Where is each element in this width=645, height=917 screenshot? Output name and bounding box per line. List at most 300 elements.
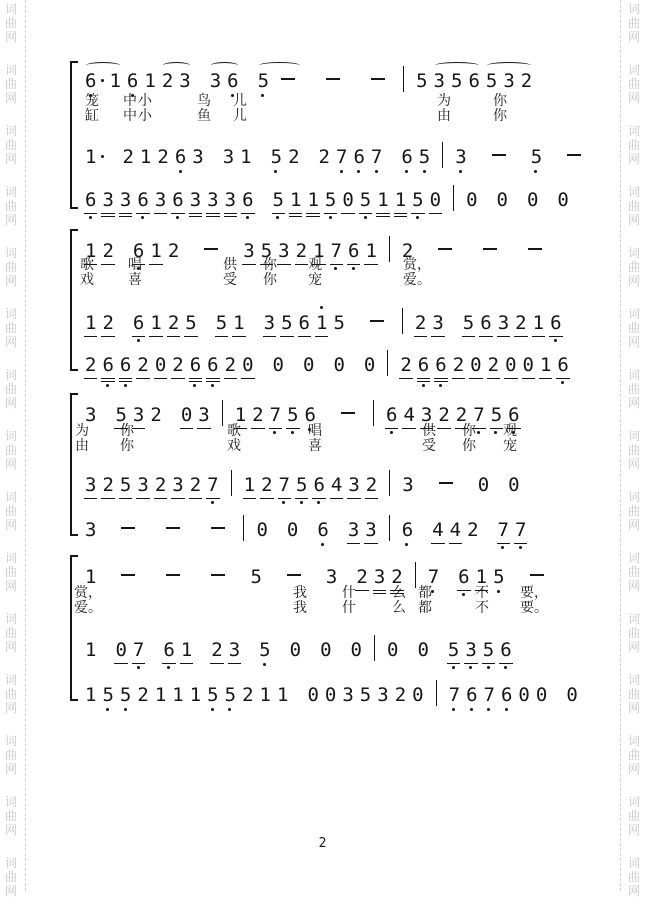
watermark-char: 词 [627,734,640,748]
note: 0 [523,354,534,376]
octave-dot-below [375,170,378,173]
watermark-char: 网 [627,884,640,898]
note: 1 [276,684,289,706]
underline [278,498,291,499]
underline [431,543,444,544]
underline [119,213,132,214]
underline [359,213,372,214]
note: 6 [458,566,469,588]
note: 6 [242,189,253,211]
watermark-char: 网 [627,518,640,532]
underline [539,378,552,379]
underline [84,498,97,499]
watermark-char: 词 [627,185,640,199]
note: 2 [366,474,377,496]
note: 3 [190,189,201,211]
underline [464,663,477,664]
note: 6 [127,70,138,92]
note: 6 [466,684,477,706]
note: 3 [325,566,338,588]
watermark-char: 曲 [4,199,17,213]
lyric-syllable: 你 [493,108,507,124]
note: 0 [535,684,548,706]
dash-continuation [211,527,225,529]
note: 5 [360,189,371,211]
watermark-char: 曲 [4,321,17,335]
note: 2 [122,146,134,168]
barline [389,515,390,541]
note: 0 [557,189,569,211]
note: 3 [421,404,432,426]
underline [154,378,167,379]
note: 0 [466,189,478,211]
melody-line [82,308,577,332]
note: 2 [225,354,236,376]
note: 5 [359,684,372,706]
octave-dot-below [167,666,170,669]
note: 0 [324,684,337,706]
octave-dot-below [137,339,140,342]
lyric-syllable: 都 [418,585,432,601]
note: 2 [488,354,499,376]
watermark-char: 词 [627,307,640,321]
watermark-char: 曲 [627,16,640,30]
underline [84,213,97,214]
underline [532,336,545,337]
watermark-char: 词 [627,2,640,16]
octave-dot-below [470,708,473,711]
watermark-char: 曲 [4,870,17,884]
watermark-char: 曲 [4,260,17,274]
note: 3 [229,639,240,661]
dash-continuation [567,154,581,156]
note: 0 [242,354,253,376]
underline [315,336,328,337]
watermark-char: 曲 [627,504,640,518]
note: 5 [483,639,494,661]
slur-arc [86,62,120,69]
dash-continuation [483,248,497,250]
watermark-char: 曲 [627,443,640,457]
underline [136,498,149,499]
note: 1 [150,240,161,262]
note: 2 [157,146,169,168]
note: 2 [167,240,180,262]
note: 6 [207,354,218,376]
octave-dot-below [321,543,324,546]
watermark-char: 网 [4,213,17,227]
melody-line [82,635,577,659]
melody-line [82,680,577,704]
underline [522,378,535,379]
lyric-syllable: 都 [418,600,432,616]
slur [207,70,242,92]
note: 2 [261,474,272,496]
slur-arc [435,62,479,69]
watermark-char: 词 [627,368,640,382]
melody-line [82,66,577,90]
note: 6 [313,474,324,496]
watermark-char: 网 [627,91,640,105]
note: 5 [450,70,463,92]
note: 2 [400,354,411,376]
lyric-syllable: 什 [342,585,356,601]
watermark-char: 曲 [627,199,640,213]
note: 3 [225,189,236,211]
note: 2 [515,312,526,334]
underline [365,498,378,499]
note: 7 [498,519,509,541]
underline [272,213,285,214]
underline [504,378,517,379]
watermark-char: 曲 [4,748,17,762]
lyric-syllable: 为 [75,423,89,439]
dash-continuation [438,248,452,250]
lyric-syllable: 儿 [233,108,247,124]
watermark-char: 词 [4,368,17,382]
note: 1 [109,70,121,92]
watermark-char: 曲 [627,687,640,701]
watermark-char: 词 [4,429,17,443]
melody-line [82,142,577,166]
note: 2 [211,639,222,661]
dash-continuation [370,320,384,322]
octave-dot-below [422,384,425,387]
underline [330,498,343,499]
underline [228,663,241,664]
watermark-char: 曲 [627,870,640,884]
octave-dot-below [282,501,285,504]
note: 6 [85,70,96,92]
watermark-char: 曲 [627,565,640,579]
note: 5 [485,70,498,92]
underline [312,498,325,499]
octave-dot-below [89,216,92,219]
note: 3 [365,519,376,541]
note: 7 [270,404,281,426]
watermark-char: 词 [4,307,17,321]
lyric-syllable: 供 [223,257,237,273]
underline [298,336,311,337]
augmentation-dot [101,79,104,82]
underline [241,213,254,214]
watermark-char: 词 [627,429,640,443]
note: 3 [222,146,235,168]
watermark-char: 曲 [4,626,17,640]
slur [82,70,124,92]
note: 5 [296,474,307,496]
note: 3 [155,189,166,211]
underline [206,213,219,214]
note: 5 [333,312,345,334]
dash-continuation [281,78,295,80]
note: 3 [433,70,445,92]
watermark-char: 网 [4,579,17,593]
dash-continuation [439,482,453,484]
underline [260,498,273,499]
note: 5 [281,312,292,334]
note: 6 [348,240,359,262]
note: 1 [259,684,271,706]
underline [263,336,276,337]
underline-2 [289,216,302,217]
note: 6 [508,404,519,426]
note: 2 [150,404,162,426]
underline [324,213,337,214]
underline [347,498,360,499]
slur [483,70,535,92]
note: 5 [419,146,430,168]
note: 3 [465,639,476,661]
note: 3 [402,474,414,496]
underline [347,543,360,544]
underline [497,336,510,337]
note: 0 [526,189,539,211]
note: 3 [498,312,509,334]
lyric-syllable: 我 [293,585,307,601]
note: 1 [85,146,96,168]
note: 6 [557,354,568,376]
watermark-char: 网 [4,457,17,471]
lyric-syllable: 么 [392,600,406,616]
watermark-char: 曲 [627,138,640,152]
dash-continuation [166,527,180,529]
underline [452,378,465,379]
note: 2 [102,312,113,334]
note: 1 [235,404,246,426]
octave-dot-below [554,339,557,342]
note: 1 [85,684,97,706]
underline [449,543,462,544]
note: 5 [325,189,336,211]
lyric-syllable: 你 [493,93,507,109]
note: 6 [305,404,316,426]
watermark-char: 曲 [627,321,640,335]
note: 4 [450,519,461,541]
underline [184,336,197,337]
slur-arc [259,62,300,69]
octave-dot-below [317,501,320,504]
underline [241,378,254,379]
note: 2 [102,474,113,496]
watermark-char: 曲 [4,138,17,152]
lyric-syllable: 不 [475,600,489,616]
note: 1 [139,146,152,168]
underline [84,336,97,337]
note: 1 [150,312,161,334]
dash-continuation [528,248,542,250]
note: 0 [518,684,530,706]
note: 6 [299,312,310,334]
note: 6 [102,354,113,376]
note: 6 [133,240,144,262]
note: 0 [505,354,516,376]
watermark-char: 曲 [4,382,17,396]
note: 7 [336,146,347,168]
underline [243,498,256,499]
note: 1 [85,639,97,661]
note: 6 [163,639,174,661]
underline [136,378,149,379]
octave-dot-below [505,708,508,711]
lyrics-line [72,600,577,617]
note: 5 [448,639,459,661]
underline [149,336,162,337]
watermark-char: 词 [4,856,17,870]
slur [431,70,483,92]
barline [243,515,244,541]
watermark-char: 网 [4,701,17,715]
octave-dot-below [137,666,140,669]
note: 3 [348,519,359,541]
watermark-char: 网 [627,213,640,227]
underline [414,336,427,337]
dash-continuation [371,78,385,80]
underline [431,336,444,337]
underline-2 [206,381,219,382]
underline [210,663,223,664]
note: 5 [250,566,262,588]
note: 0 [289,639,302,661]
octave-dot-below [423,170,426,173]
barline [436,680,437,706]
note: 5 [412,189,423,211]
watermark-char: 曲 [627,382,640,396]
note: 6 [317,519,328,541]
note: 1 [395,189,406,211]
lyric-syllable: 要。 [520,600,548,616]
lyric-syllable: 喜 [308,438,322,454]
lyric-syllable: 鱼 [197,108,211,124]
watermark-char: 词 [4,612,17,626]
note: 3 [102,189,113,211]
octave-dot-below [459,170,462,173]
note: 0 [496,189,508,211]
underline [497,543,510,544]
watermark-char: 网 [627,396,640,410]
underline-2 [189,216,202,217]
note: 1 [144,70,156,92]
note: 2 [415,312,426,334]
note: 3 [120,189,131,211]
note: 1 [365,240,376,262]
underline [364,543,377,544]
watermark-char: 词 [627,246,640,260]
melody-line [82,515,577,539]
underline [206,378,219,379]
octave-dot-below [106,708,109,711]
note: 0 [477,474,490,496]
underline [417,378,430,379]
underline [295,498,308,499]
note: 7 [331,240,342,262]
lyric-syllable: 儿 [233,93,247,109]
note: 5 [102,684,113,706]
underline-2 [119,216,132,217]
barline [387,350,388,376]
watermark-char: 网 [4,152,17,166]
octave-dot-below [561,381,564,384]
note: 6 [418,354,429,376]
note: 5 [115,404,126,426]
watermark-char: 网 [627,30,640,44]
octave-dot-below [452,666,455,669]
note: 0 [508,474,520,496]
note: 3 [198,404,209,426]
note: 2 [161,70,174,92]
watermark-char: 网 [4,823,17,837]
watermark-char: 曲 [627,809,640,823]
note: 7 [484,684,495,706]
watermark-char: 网 [4,91,17,105]
lyric-syllable: 小 [138,93,152,109]
note: 7 [371,146,382,168]
barline [402,308,403,334]
note: 2 [102,240,113,262]
underline [306,213,319,214]
note: 2 [456,404,467,426]
watermark-char: 曲 [627,626,640,640]
watermark-char: 曲 [627,77,640,91]
underline [119,498,132,499]
underline [206,498,219,499]
octave-dot-below [501,546,504,549]
note: 0 [115,639,126,661]
note: 1 [154,684,167,706]
octave-dot-below [534,170,537,173]
note: 6 [500,639,511,661]
note: 0 [566,684,578,706]
underline-2 [376,216,389,217]
watermark-char: 网 [4,640,17,654]
octave-dot-below [179,170,182,173]
note: 2 [172,354,183,376]
note: 2 [453,354,464,376]
octave-dot-below [469,666,472,669]
slur [255,70,304,92]
note: 3 [243,240,254,262]
note: 7 [133,639,144,661]
lyric-syllable: 戏 [80,272,94,288]
underline [429,213,442,214]
note: 1 [233,312,244,334]
dash-continuation [121,574,135,576]
watermark-char: 曲 [4,77,17,91]
lyric-syllable: 鸟 [197,93,211,109]
note: 5 [259,639,270,661]
lyric-syllable: 笼 [85,93,99,109]
watermark-char: 网 [4,884,17,898]
note: 5 [271,146,282,168]
note: 6 [85,189,96,211]
note: 2 [190,474,201,496]
watermark-char: 曲 [627,260,640,274]
octave-dot-below [124,384,127,387]
note: 0 [350,639,362,661]
note: 5 [491,404,502,426]
note: 5 [225,684,236,706]
note: 3 [377,684,389,706]
octave-dot-below [452,708,455,711]
underline [154,213,167,214]
note: 3 [348,474,359,496]
lyrics-line [72,272,577,289]
note: 1 [85,566,97,588]
slur-arc [211,62,238,69]
note: 1 [476,566,487,588]
lyric-syllable: 由 [75,438,89,454]
watermark-char: 曲 [4,443,17,457]
